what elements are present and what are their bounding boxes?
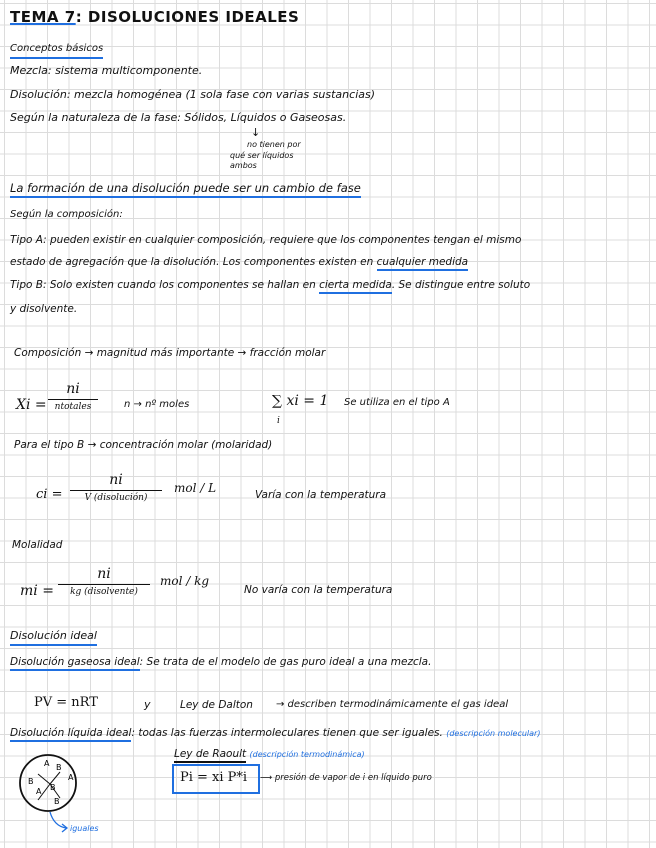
ci-fraction-bar [70,490,162,491]
raoult-formula: Pi = xi P*i [180,770,248,785]
xi-lhs: Xi = [16,397,47,413]
diagram-label-7: B [54,797,60,806]
liquida-text: : todas las fuerzas intermoleculares tienen que ser iguales. [131,727,443,739]
line-tipoB-2: y disolvente. [10,303,78,315]
note-que-ser: qué ser líquidos [230,151,294,160]
dalton-desc [276,698,508,712]
xi-fraction [48,381,98,413]
title-rest: : DISOLUCIONES IDEALES [75,8,300,26]
gaseosa-text: : Se trata de el modelo de gas puro ideal a una mezcla. [139,656,432,668]
ci-lhs: ci = [36,487,63,502]
heading-conceptos: Conceptos básicos [10,42,103,59]
raoult-desc: (descripción termodinámica) [249,750,365,759]
line-gaseosa [10,655,431,669]
liquida-desc: (descripción molecular) [446,729,541,738]
diagram-label-2: B [28,777,34,786]
line-tipoA-2 [10,255,468,269]
heading-molalidad: Molalidad [12,539,63,551]
line-n-moles: n → nº moles [124,399,190,410]
presion-arrow: ⟶ [260,773,275,783]
line-mezcla: Mezcla: sistema multicomponente. [10,64,203,77]
diagram-iguales: iguales [70,824,99,833]
ci-fraction [70,472,162,504]
mi-numerator: ni [97,566,111,582]
line-tipoB-conc: Para el tipo B → concentración molar (molaridad) [14,439,273,451]
gaseosa-label: Disolución gaseosa ideal [10,656,140,671]
raoult-label: Ley de Raoult [174,748,246,763]
mi-fraction-bar [58,584,150,585]
sum-formula: ∑ xi = 1 [272,393,329,409]
pv-and: y [144,698,151,711]
page-title [10,10,299,24]
line-composicion: Composición → magnitud más importante → fracción molar [14,347,326,359]
tipoB-1-text: Tipo B: Solo existen cuando los componentes se hallan en [10,279,316,291]
line-segun-comp: Según la composición: [10,209,123,220]
note-no-tienen: no tienen por [247,140,301,149]
line-segun-fase: Según la naturaleza de la fase: Sólidos, Líquidos o Gaseosas. [10,111,347,124]
diagram-link-1 [38,774,50,784]
xi-denominator: ntotales [54,402,92,412]
presion-note [260,771,432,785]
line-formacion: La formación de una disolución puede ser un cambio de fase [10,181,361,198]
ci-denominator: V (disolución) [84,493,148,503]
note-ambos: ambos [230,161,257,170]
heading-dis-ideal: Disolución ideal [10,629,97,646]
diagram-label-5: A [36,787,42,796]
dalton-desc-text: → describen termodinámicamente el gas ideal [276,699,509,710]
line-tipoA-1: Tipo A: pueden existir en cualquier composición, requiere que los componentes tengan el mismo [10,234,522,246]
mi-unit: mol / kg [160,574,210,588]
ci-numerator: ni [109,472,123,488]
xi-fraction-bar [48,399,98,400]
diagram-label-1: A [44,759,50,768]
tipoB-1-end: . Se distingue entre soluto [391,279,531,291]
diagram-label-6: B [50,783,56,792]
ci-unit: mol / L [174,481,217,495]
dalton-label: Ley de Dalton [180,699,253,711]
tipoA-cualquier-medida: cualquier medida [377,256,469,271]
xi-numerator: ni [66,381,80,397]
mi-fraction [58,566,150,598]
title-topic: TEMA 7 [10,8,76,26]
mi-lhs: mi = [20,583,54,599]
diagram-label-3: B [56,763,62,772]
pv-formula: PV = nRT [34,695,98,710]
arrow-down-icon: ↓ [251,126,261,139]
liquida-label: Disolución líquida ideal [10,727,131,742]
mi-denominator: kg (disolvente) [70,587,138,597]
molecule-diagram [14,750,134,840]
line-tipoB-1 [10,278,530,292]
line-disolucion: Disolución: mezcla homogénea (1 sola fase con varias sustancias) [10,88,376,101]
line-varia-temp: Varía con la temperatura [255,489,387,501]
tipoB-cierta-medida: cierta medida [319,279,392,294]
sum-subscript: i [277,416,280,426]
presion-text: presión de vapor de i en líquido puro [274,773,432,783]
raoult-line [174,747,365,761]
line-sum-text: Se utiliza en el tipo A [344,397,450,408]
diagram-label-4: A [68,773,74,782]
line-no-varia: No varía con la temperatura [244,584,393,596]
line-liquida [10,726,540,740]
tipoA-2-text: estado de agregación que la disolución. Los componentes existen en [10,256,374,268]
